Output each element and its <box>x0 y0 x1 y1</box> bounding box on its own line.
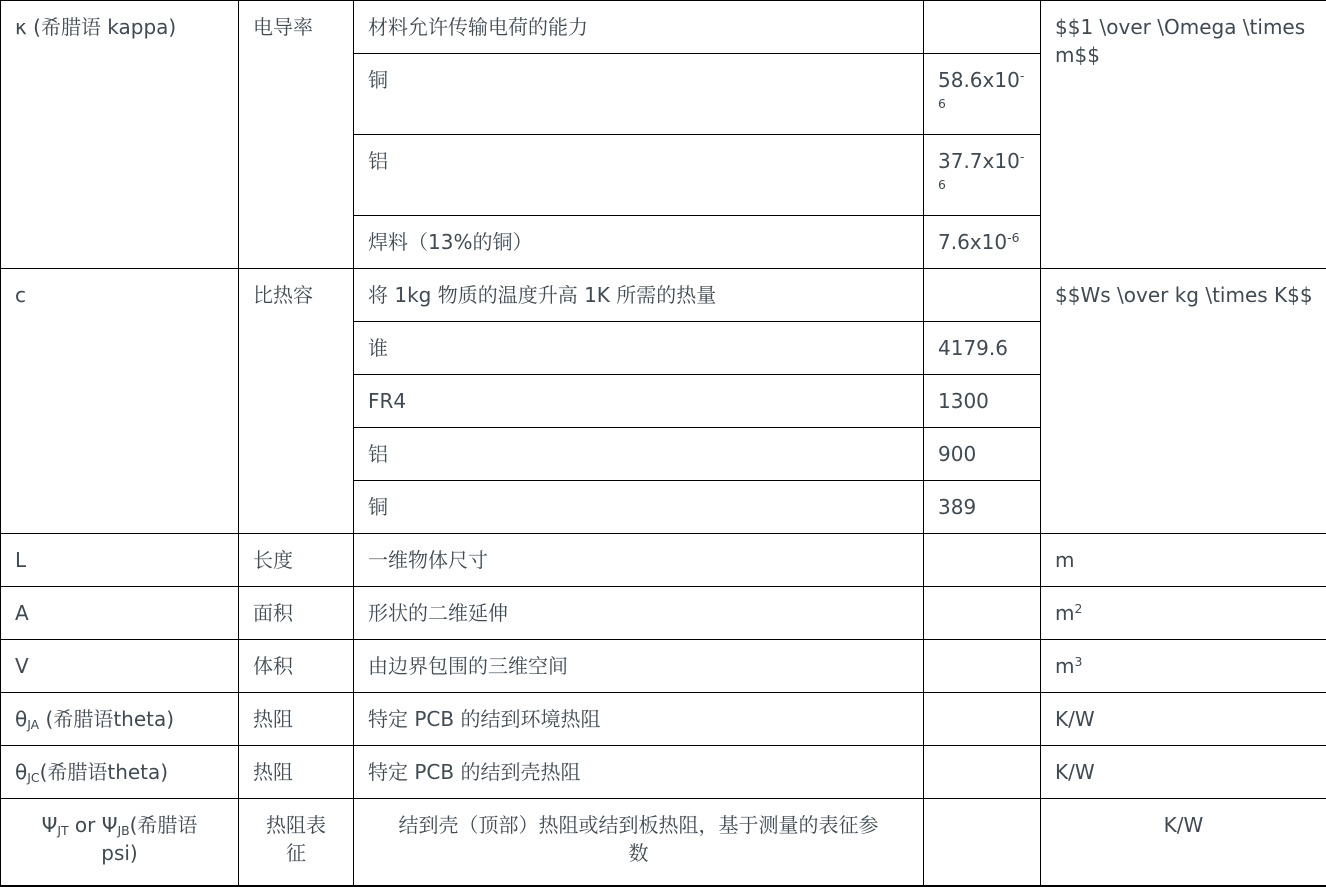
table-row <box>1 640 1326 693</box>
cell-description: 一维物体尺寸 <box>354 534 924 587</box>
cell-value-empty <box>924 534 1041 587</box>
cell-name-conductivity: 电导率 <box>239 1 354 269</box>
cell-material: 铜 <box>354 54 924 135</box>
cell-value-empty <box>924 1 1041 54</box>
cell-value-empty <box>924 587 1041 640</box>
cell-name-area: 面积 <box>239 587 354 640</box>
cell-unit: K/W <box>1041 693 1326 746</box>
cell-value: $7.6x10^{-6}$ <box>924 216 1041 269</box>
cell-symbol-kappa: κ (希腊语 kappa) <box>1 1 239 269</box>
cell-name-thermal-resistance: 热阻 <box>239 693 354 746</box>
cell-name-length: 长度 <box>239 534 354 587</box>
cell-description: 由边界包围的三维空间 <box>354 640 924 693</box>
cell-name-thermal-characterization: 热阻表 征 <box>239 799 354 886</box>
cell-name-specific-heat: 比热容 <box>239 269 354 534</box>
cell-unit: K/W <box>1041 746 1326 799</box>
cell-value: 900 <box>924 428 1041 481</box>
cell-unit: $m^2$ <box>1041 587 1326 640</box>
cell-name-volume: 体积 <box>239 640 354 693</box>
table-row <box>1 1 1326 54</box>
cell-material: 谁 <box>354 322 924 375</box>
cell-description: 将 1kg 物质的温度升高 1K 所需的热量 <box>354 269 924 322</box>
table-row <box>1 534 1326 587</box>
cell-symbol-c: c <box>1 269 239 534</box>
cell-description: 结到壳（顶部）热阻或结到板热阻，基于测量的表征参 数 <box>354 799 924 886</box>
cell-symbol-A: A <box>1 587 239 640</box>
cell-description: 特定 PCB 的结到壳热阻 <box>354 746 924 799</box>
cell-description: 特定 PCB 的结到环境热阻 <box>354 693 924 746</box>
cell-name-thermal-resistance: 热阻 <box>239 746 354 799</box>
cell-description: 材料允许传输电荷的能力 <box>354 1 924 54</box>
table-row <box>1 587 1326 640</box>
cell-material: FR4 <box>354 375 924 428</box>
cell-unit: K/W <box>1041 799 1326 886</box>
cell-value: 4179.6 <box>924 322 1041 375</box>
cell-unit-latex: $$Ws \over kg \times K$$ <box>1041 269 1326 534</box>
cell-description: 形状的二维延伸 <box>354 587 924 640</box>
cell-unit-latex: $$1 \over \Omega \times m$$ <box>1041 1 1326 269</box>
cell-value: 1300 <box>924 375 1041 428</box>
cell-symbol-psi: $\Psi_{JT}$ or $\Psi_{JB}$(希腊语 psi) <box>1 799 239 886</box>
cell-symbol-theta-ja: $\theta_{JA}$ (希腊语theta) <box>1 693 239 746</box>
cell-value: 389 <box>924 481 1041 534</box>
cell-material: 铜 <box>354 481 924 534</box>
table-row <box>1 269 1326 322</box>
cell-value-empty <box>924 693 1041 746</box>
cell-unit: m <box>1041 534 1326 587</box>
cell-value: $37.7x10^{-6}$ <box>924 135 1041 216</box>
cell-material: 铝 <box>354 428 924 481</box>
cell-symbol-V: V <box>1 640 239 693</box>
cell-material: 焊料（13%的铜） <box>354 216 924 269</box>
cell-value-empty <box>924 640 1041 693</box>
table-row <box>1 746 1326 799</box>
table-row <box>1 799 1326 886</box>
cell-value-empty <box>924 269 1041 322</box>
cell-value-empty <box>924 746 1041 799</box>
table-row <box>1 693 1326 746</box>
cell-value-empty <box>924 799 1041 886</box>
cell-symbol-L: L <box>1 534 239 587</box>
cell-symbol-theta-jc: $\theta_{JC}$(希腊语theta) <box>1 746 239 799</box>
cell-material: 铝 <box>354 135 924 216</box>
cell-value: $58.6x10^{-6}$ <box>924 54 1041 135</box>
cell-unit: $m^3$ <box>1041 640 1326 693</box>
